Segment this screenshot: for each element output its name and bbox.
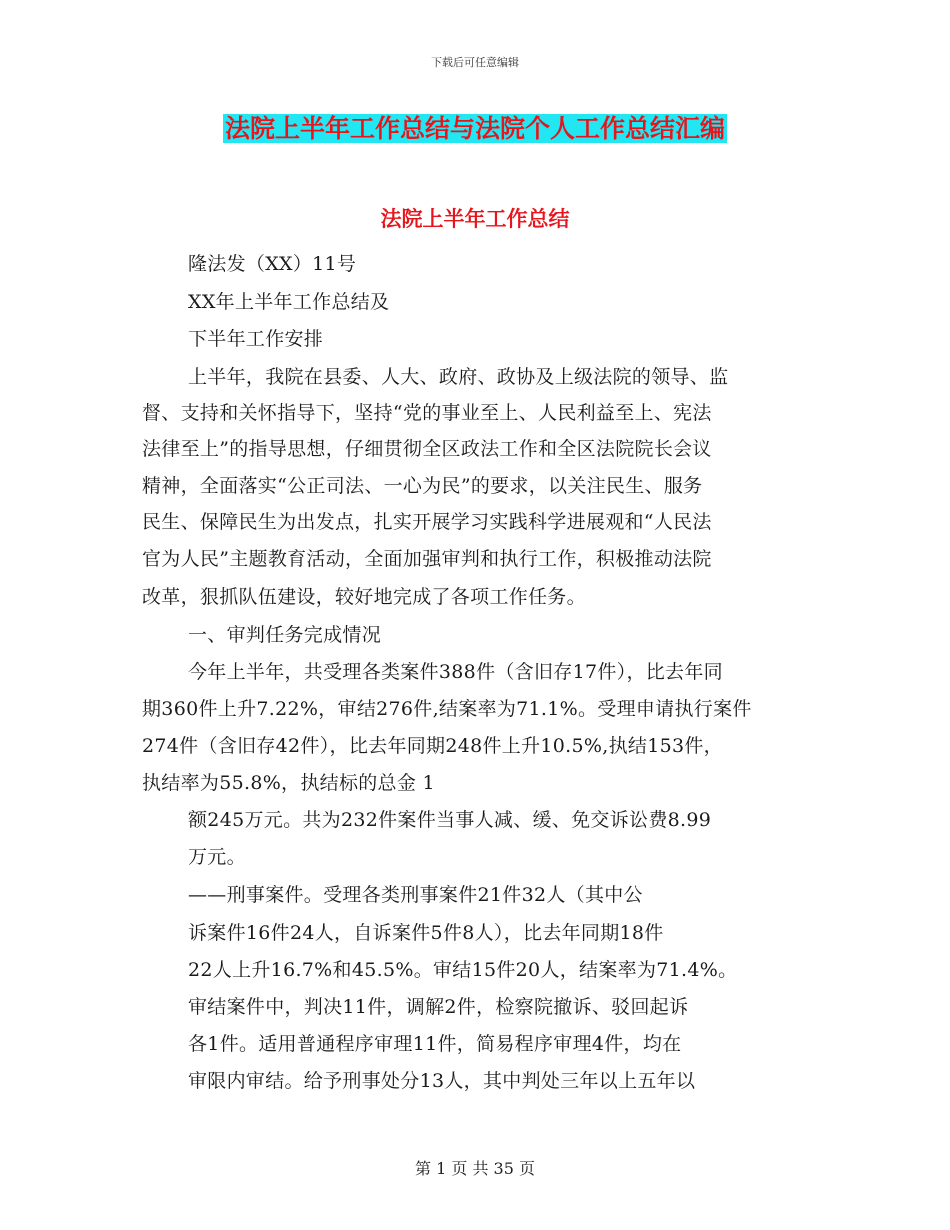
paragraph-line: 精神，全面落实“公正司法、一心为民”的要求，以关注民生、服务: [142, 475, 703, 497]
paragraph-line: 法律至上”的指导思想，仔细贯彻全区政法工作和全区法院院长会议: [142, 438, 712, 460]
section-title: 法院上半年工作总结: [380, 206, 570, 231]
document-title: [0, 113, 950, 145]
paragraph-line: 上半年，我院在县委、人大、政府、政协及上级法院的领导、监: [188, 366, 729, 388]
paragraph-line: 期360件上升7.22%，审结276件,结案率为71.1%。受理申请执行案件: [142, 698, 752, 720]
heading-line-1: XX年上半年工作总结及: [188, 291, 390, 313]
paragraph-line: 官为人民”主题教育活动，全面加强审判和执行工作，积极推动法院: [142, 548, 712, 570]
paragraph-line: 22人上升16.7%和45.5%。审结15件20人，结案率为71.4%。: [188, 959, 738, 981]
header-note: 下载后可任意编辑: [431, 56, 519, 69]
heading-line-2: 下半年工作安排: [188, 328, 324, 350]
subsection-heading: 一、审判任务完成情况: [188, 624, 382, 646]
paragraph-line: 万元。: [188, 846, 246, 868]
paragraph-line: 今年上半年，共受理各类案件388件（含旧存17件），比去年同: [188, 661, 723, 683]
document-title-text: 法院上半年工作总结与法院个人工作总结汇编: [224, 114, 725, 143]
paragraph-line: 诉案件16件24人，自诉案件5件8人），比去年同期18件: [188, 922, 664, 944]
paragraph-line: 审限内审结。给予刑事处分13人，其中判处三年以上五年以: [188, 1070, 696, 1092]
paragraph-line: 额245万元。共为232件案件当事人减、缓、免交诉讼费8.99: [188, 809, 712, 831]
paragraph-line: 执结率为55.8%，执结标的总金 1: [142, 772, 435, 794]
paragraph-line: 各1件。适用普通程序审理11件，简易程序审理4件，均在: [188, 1033, 682, 1055]
paragraph-line: 民生、保障民生为出发点，扎实开展学习实践科学进展观和“人民法: [142, 511, 712, 533]
doc-number-line: 隆法发（XX）11号: [188, 253, 357, 275]
paragraph-line: ——刑事案件。受理各类刑事案件21件32人（其中公: [188, 884, 643, 906]
paragraph-line: 274件（含旧存42件），比去年同期248件上升10.5%,执结153件，: [142, 735, 723, 757]
paragraph-line: 改革，狠抓队伍建设，较好地完成了各项工作任务。: [142, 586, 586, 608]
page-footer: 第 1 页 共 35 页: [415, 1159, 535, 1178]
paragraph-line: 审结案件中，判决11件，调解2件，检察院撤诉、驳回起诉: [188, 996, 689, 1018]
paragraph-line: 督、支持和关怀指导下，坚持“党的事业至上、人民利益至上、宪法: [142, 402, 712, 424]
